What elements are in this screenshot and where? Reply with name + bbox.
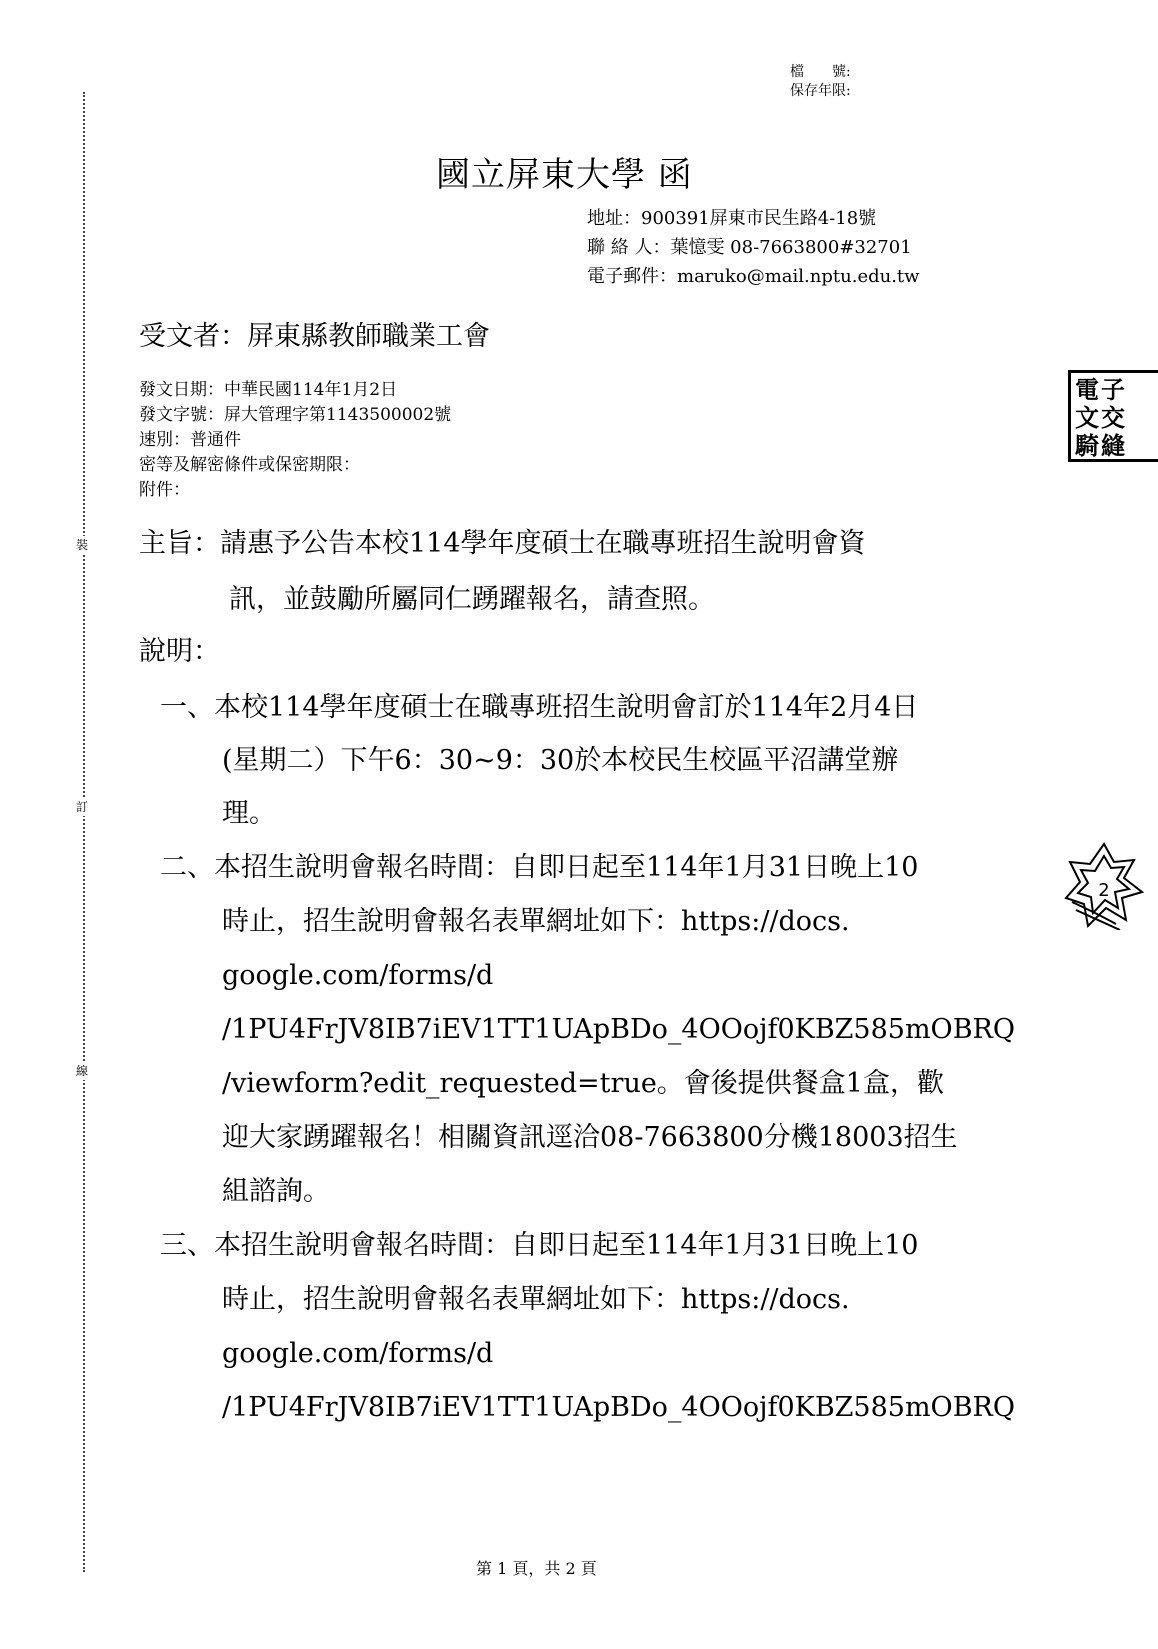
item-2-line-4: /1PU4FrJV8IB7iEV1TT1UApBDo_4OOojf0KBZ585mOBRQ [222,1014,1015,1045]
seam-stamp-icon [1064,840,1144,930]
delivery-speed: 速別：普通件 [139,430,241,450]
item-2-line-1: 二、本招生說明會報名時間：自即日起至114年1月31日晚上10 [160,852,919,883]
document-title: 國立屏東大學 函 [436,155,693,195]
retention-period-label: 保存年限: [790,83,851,99]
file-number-label: 檔 號: [790,64,851,80]
item-1-line-3: 理。 [222,798,276,829]
seal-row-2: 文交 [1075,403,1127,432]
page-footer: 第 1 頁，共 2 頁 [476,1559,597,1578]
item-3-line-2: 時止，招生說明會報名表單網址如下：https://docs. [222,1284,850,1315]
issue-date: 發文日期：中華民國114年1月2日 [139,380,398,400]
document-number: 發文字號：屏大管理字第1143500002號 [139,405,452,425]
item-2-line-7: 組諮詢。 [222,1176,330,1207]
document-meta [139,378,451,503]
item-3-line-3: google.com/forms/d [222,1338,494,1369]
item-3-line-4: /1PU4FrJV8IB7iEV1TT1UApBDo_4OOojf0KBZ585mOBRQ [222,1392,1015,1423]
secrecy-level: 密等及解密條件或保密期限： [139,455,360,475]
binding-mark-ding: 訂 [76,800,89,814]
sender-email: 電子郵件：maruko@mail.nptu.edu.tw [587,266,920,287]
seal-row-1: 電子 [1075,375,1127,404]
electronic-seal [1068,370,1158,462]
binding-mark-xian: 線 [76,1064,89,1078]
binding-mark-zhuang: 裝 [76,538,89,552]
stamp-number: 2 [1098,880,1110,901]
explanation-label: 說明： [139,636,220,667]
binding-margin-line [83,92,85,1572]
attachments: 附件： [139,480,190,500]
item-1-line-2: (星期二）下午6：30~9：30於本校民生校區平沼講堂辦 [222,745,899,776]
seal-row-3: 騎縫 [1075,431,1127,460]
item-1-line-1: 一、本校114學年度碩士在職專班招生說明會訂於114年2月4日 [160,692,919,723]
item-2-line-6: 迎大家踴躍報名！相關資訊逕洽08-7663800分機18003招生 [222,1122,958,1153]
subject-line-1: 主旨：請惠予公告本校114學年度碩士在職專班招生說明會資 [139,528,866,559]
recipient: 受文者：屏東縣教師職業工會 [139,321,490,352]
item-2-line-3: google.com/forms/d [222,960,494,991]
item-3-line-1: 三、本招生說明會報名時間：自即日起至114年1月31日晚上10 [160,1230,919,1261]
subject-line-2: 訊，並鼓勵所屬同仁踴躍報名，請查照。 [229,584,715,615]
archive-info [790,63,851,101]
item-2-line-5: /viewform?edit_requested=true。會後提供餐盒1盒，歡 [222,1068,944,1099]
sender-info [587,204,920,291]
sender-contact: 聯 絡 人：葉憶雯 08-7663800#32701 [587,237,912,258]
sender-address: 地址：900391屏東市民生路4-18號 [587,208,877,229]
item-2-line-2: 時止，招生說明會報名表單網址如下：https://docs. [222,906,850,937]
